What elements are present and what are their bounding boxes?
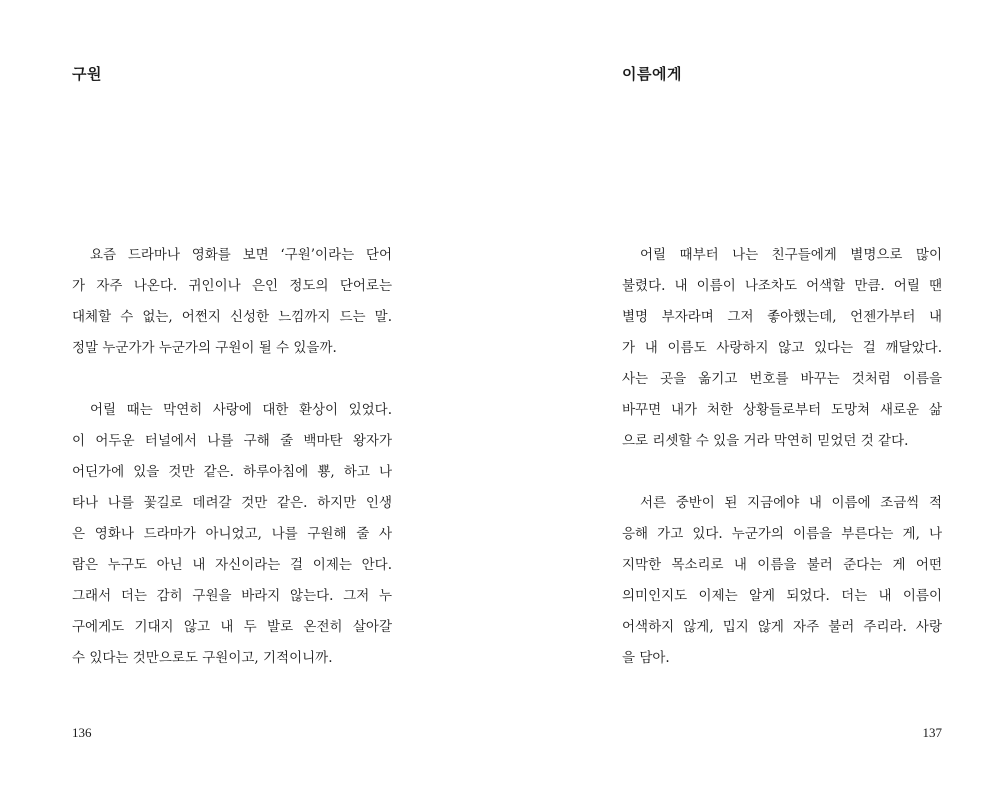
page-body — [72, 240, 392, 705]
text-line: 별명 부자라며 그저 좋아했는데, 언젠가부터 내 — [622, 309, 942, 325]
text-line: 어릴 때는 막연히 사랑에 대한 환상이 있었다. — [90, 402, 392, 418]
text-line: 응해 가고 있다. 누군가의 이름을 부른다는 게, 나 — [622, 526, 942, 542]
text-line: 지막한 목소리로 내 이름을 불러 준다는 게 어떤 — [622, 557, 942, 573]
text-line: 수 있다는 것만으로도 구원이고, 기적이니까. — [72, 650, 333, 666]
text-line: 이 어두운 터널에서 나를 구해 줄 백마탄 왕자가 — [72, 433, 392, 449]
text-line: 서른 중반이 된 지금에야 내 이름에 조금씩 적 — [640, 495, 942, 511]
text-line: 어색하지 않게, 밉지 않게 자주 불러 주리라. 사랑 — [622, 619, 942, 635]
paragraph — [72, 240, 392, 364]
text-line: 대체할 수 없는, 어쩐지 신성한 느낌까지 드는 말. — [72, 309, 392, 325]
text-line: 그래서 더는 감히 구원을 바라지 않는다. 그저 누 — [72, 588, 392, 604]
text-line: 바꾸면 내가 처한 상황들로부터 도망쳐 새로운 삶 — [622, 402, 942, 418]
paragraph — [72, 395, 392, 674]
text-line: 정말 누군가가 누군가의 구원이 될 수 있을까. — [72, 340, 337, 356]
text-line: 어릴 때부터 나는 친구들에게 별명으로 많이 — [640, 247, 942, 263]
page-title: 이름에게 — [622, 65, 682, 83]
text-line: 람은 누구도 아닌 내 자신이라는 걸 이제는 안다. — [72, 557, 392, 573]
left-page — [72, 0, 392, 800]
text-line: 사는 곳을 옮기고 번호를 바꾸는 것처럼 이름을 — [622, 371, 942, 387]
text-line: 을 담아. — [622, 650, 670, 666]
text-line: 으로 리셋할 수 있을 거라 막연히 믿었던 것 같다. — [622, 433, 909, 449]
paragraph — [622, 488, 942, 674]
page-number: 137 — [922, 725, 942, 740]
page-body — [622, 240, 942, 705]
text-line: 타나 나를 꽃길로 데려갈 것만 같은. 하지만 인생 — [72, 495, 392, 511]
right-page — [622, 0, 942, 800]
text-line: 불렸다. 내 이름이 나조차도 어색할 만큼. 어릴 땐 — [622, 278, 942, 294]
page-number: 136 — [72, 725, 92, 740]
text-line: 어딘가에 있을 것만 같은. 하루아침에 뿅, 하고 나 — [72, 464, 392, 480]
text-line: 가 내 이름도 사랑하지 않고 있다는 걸 깨달았다. — [622, 340, 942, 356]
text-line: 의미인지도 이제는 알게 되었다. 더는 내 이름이 — [622, 588, 942, 604]
text-line: 구에게도 기대지 않고 내 두 발로 온전히 살아갈 — [72, 619, 392, 635]
text-line: 요즘 드라마나 영화를 보면 ‘구원’이라는 단어 — [90, 247, 392, 263]
text-line: 가 자주 나온다. 귀인이나 은인 정도의 단어로는 — [72, 278, 392, 294]
paragraph — [622, 240, 942, 457]
page-title: 구원 — [72, 65, 102, 83]
text-line: 은 영화나 드라마가 아니었고, 나를 구원해 줄 사 — [72, 526, 392, 542]
